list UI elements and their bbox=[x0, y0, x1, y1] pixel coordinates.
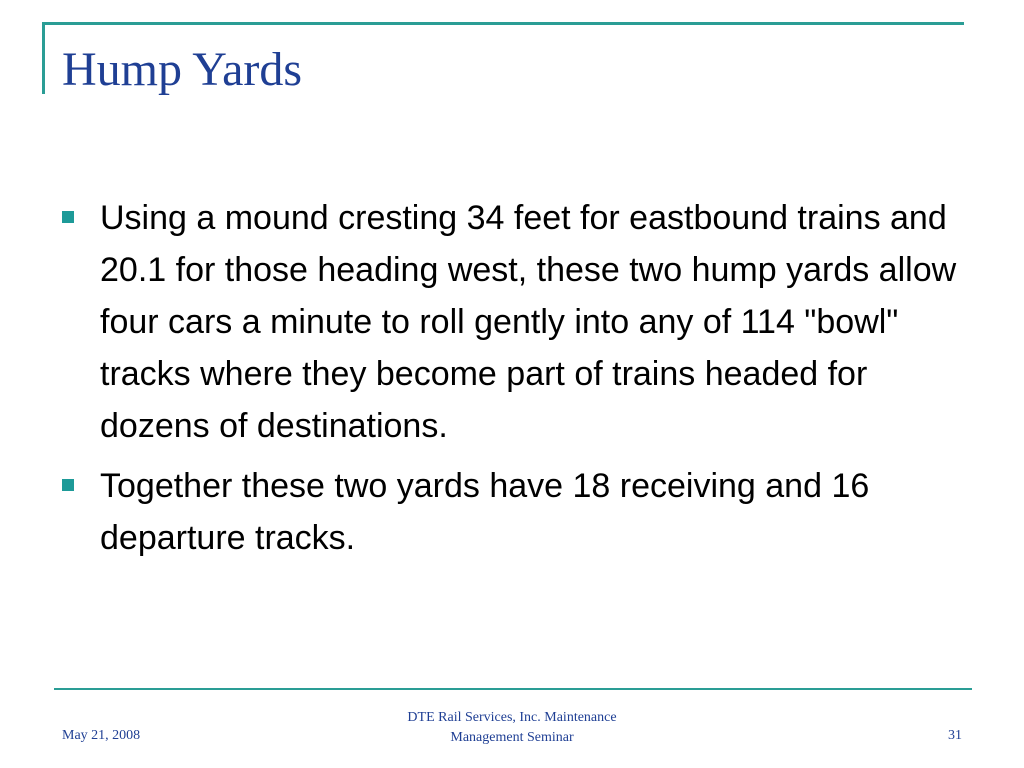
bullet-list bbox=[62, 192, 982, 572]
bullet-item bbox=[62, 192, 982, 452]
square-bullet-icon bbox=[62, 211, 74, 223]
square-bullet-icon bbox=[62, 479, 74, 491]
accent-horizontal-line bbox=[42, 22, 964, 25]
slide-title: Hump Yards bbox=[62, 43, 303, 96]
accent-vertical-line bbox=[42, 22, 45, 94]
footer-title-line-1: DTE Rail Services, Inc. Maintenance bbox=[407, 710, 617, 725]
bullet-text: Together these two yards have 18 receiving and 16 departure tracks. bbox=[100, 467, 870, 557]
bullet-item bbox=[62, 460, 982, 564]
footer-presentation-title bbox=[362, 708, 662, 748]
footer-divider bbox=[54, 688, 972, 690]
footer-title-line-2: Management Seminar bbox=[450, 730, 574, 745]
bullet-text: Using a mound cresting 34 feet for eastbound trains and 20.1 for those heading west, these two hump yards allow four cars a minute to roll gently into any of 114 "bowl" tracks where they become part of trains headed for dozens of destinations. bbox=[100, 199, 957, 445]
footer-page-number: 31 bbox=[948, 728, 962, 743]
footer-date: May 21, 2008 bbox=[62, 728, 141, 743]
